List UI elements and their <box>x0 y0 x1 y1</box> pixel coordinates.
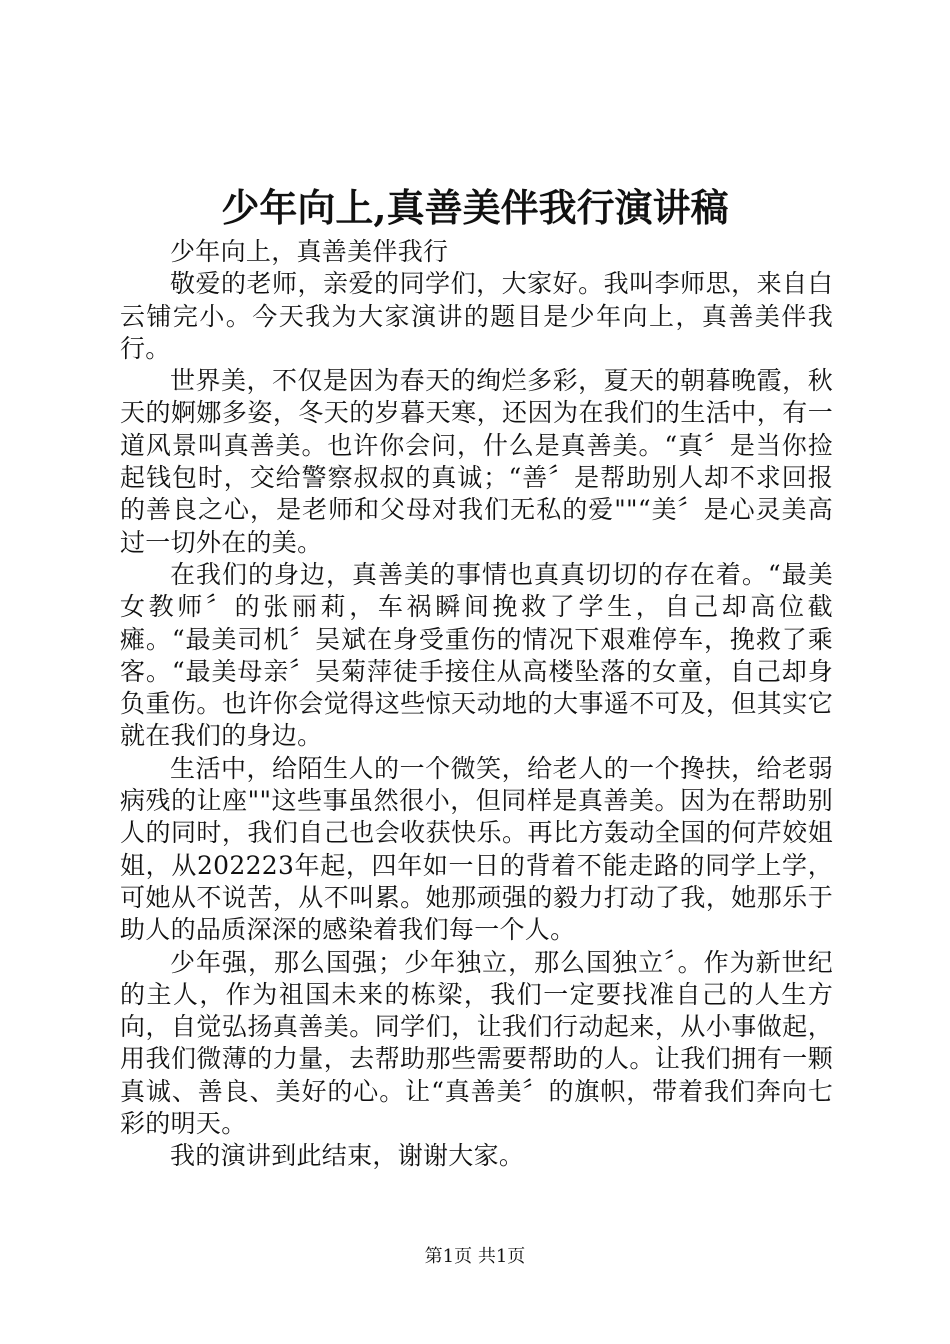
page-footer: 第1页 共1页 <box>424 1246 526 1267</box>
paragraph: 在我们的身边，真善美的事情也真真切切的存在着。“最美女教师〞的张丽莉，车祸瞬间挽救了学生，自己却高位截瘫。“最美司机〞吴斌在身受重伤的情况下艰难停车，挽救了乘客。“最美母亲〞吴菊萍徒手接住从高楼坠落的女童，自己却身负重伤。也许你会觉得这些惊天动地的大事遥不可及，但其实它就在我们的身边。 <box>120 559 833 751</box>
paragraph: 我的演讲到此结束，谢谢大家。 <box>170 1141 525 1171</box>
document-body <box>120 236 833 1173</box>
paragraph: 敬爱的老师，亲爱的同学们，大家好。我叫李师思，来自白云铺完小。今天我为大家演讲的题目是少年向上，真善美伴我行。 <box>120 269 833 363</box>
document-title: 少年向上,真善美伴我行演讲稿 <box>221 185 729 230</box>
paragraph: 生活中，给陌生人的一个微笑，给老人的一个搀扶，给老弱病残的让座""这些事虽然很小，但同样是真善美。因为在帮助别人的同时，我们自己也会收获快乐。再比方轰动全国的何芹姣姐姐，从202223年起，四年如一日的背着不能走路的同学上学，可她从不说苦，从不叫累。她那顽强的毅力打动了我，她那乐于助人的品质深深的感染着我们每一个人。 <box>120 753 833 945</box>
paragraph: 世界美，不仅是因为春天的绚烂多彩，夏天的朝暮晚霞，秋天的婀娜多姿，冬天的岁暮天寒，还因为在我们的生活中，有一道风景叫真善美。也许你会问，什么是真善美。“真〞是当你捡起钱包时，交给警察叔叔的真诚；“善〞是帮助别人却不求回报的善良之心，是老师和父母对我们无私的爱""“美〞是心灵美高过一切外在的美。 <box>120 366 833 557</box>
paragraph: 少年强，那么国强；少年独立，那么国独立〞。作为新世纪的主人，作为祖国未来的栋梁，我们一定要找准自己的人生方向，自觉弘扬真善美。同学们，让我们行动起来，从小事做起，用我们微薄的力量，去帮助那些需要帮助的人。让我们拥有一颗真诚、善良、美好的心。让“真善美〞的旗帜，带着我们奔向七彩的明天。 <box>120 947 833 1139</box>
paragraph: 少年向上，真善美伴我行 <box>170 237 449 266</box>
